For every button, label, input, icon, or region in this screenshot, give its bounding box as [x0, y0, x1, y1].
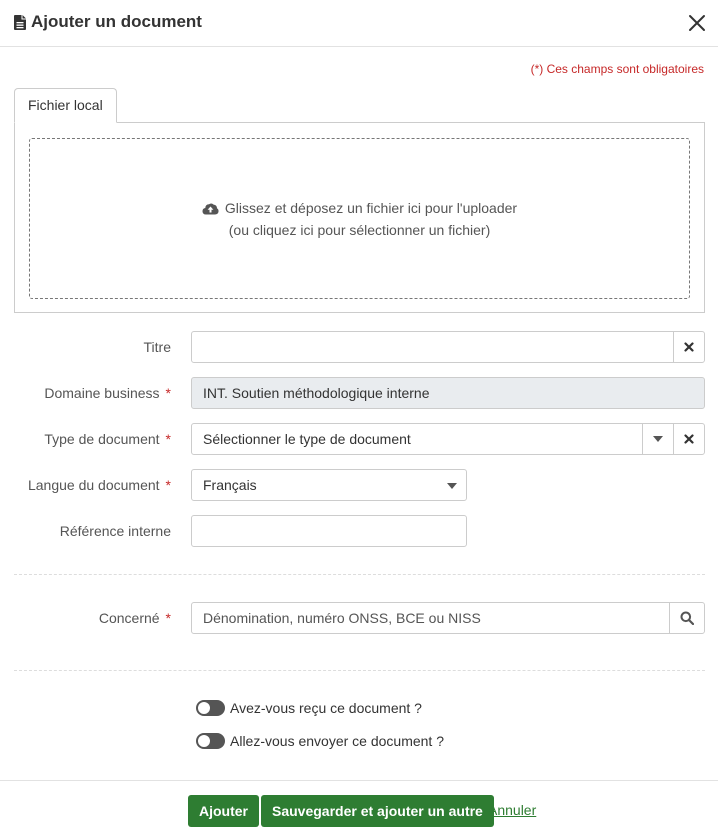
dialog-title-text: Ajouter un document: [31, 12, 202, 31]
toggle-envoyer-switch[interactable]: [196, 733, 225, 749]
titre-input-wrap: [191, 331, 705, 363]
cancel-link[interactable]: Annuler: [488, 802, 537, 818]
toggle-recu-switch[interactable]: [196, 700, 225, 716]
titre-input[interactable]: [192, 332, 704, 362]
cloud-upload-icon: [202, 202, 219, 215]
concerne-search-input[interactable]: [192, 603, 670, 633]
row-reference: [0, 515, 718, 547]
domaine-label: Domaine business *: [44, 385, 171, 401]
section-divider: [14, 574, 705, 575]
required-star: *: [165, 610, 171, 626]
document-icon: [14, 15, 26, 30]
row-type-document: [0, 423, 718, 455]
clear-icon: [684, 342, 694, 352]
caret-down-icon: [653, 436, 663, 442]
dropzone-line1: Glissez et déposez un fichier ici pour l'uploader: [224, 200, 518, 216]
dialog-footer: [0, 780, 718, 840]
row-domaine: [0, 377, 718, 409]
langue-value: Français: [203, 477, 257, 493]
langue-select[interactable]: [191, 469, 467, 501]
reference-input-wrap: [191, 515, 467, 547]
dropzone-line2: (ou cliquez ici pour sélectionner un fichier): [228, 222, 491, 238]
concerne-input-wrap: [191, 602, 705, 634]
required-star: *: [165, 431, 171, 447]
toggle-row-recu: [196, 700, 422, 716]
toggle-envoyer-label: Allez-vous envoyer ce document ?: [230, 733, 444, 749]
type-document-clear-button[interactable]: [673, 424, 704, 454]
add-button[interactable]: Ajouter: [188, 795, 259, 827]
dialog-title: [14, 12, 202, 32]
tab-panel-fichier-local: [14, 122, 705, 313]
concerne-search-button[interactable]: [669, 603, 704, 633]
reference-input[interactable]: [192, 516, 466, 546]
type-document-select[interactable]: [191, 423, 705, 455]
domaine-field: [191, 377, 705, 409]
row-langue: [0, 469, 718, 501]
domaine-value: INT. Soutien méthodologique interne: [203, 385, 430, 401]
save-and-add-another-button[interactable]: Sauvegarder et ajouter un autre: [261, 795, 494, 827]
required-star: *: [165, 477, 171, 493]
reference-label: Référence interne: [59, 523, 171, 539]
search-icon: [680, 611, 694, 625]
row-titre: [0, 331, 718, 363]
close-icon[interactable]: [686, 12, 708, 34]
file-dropzone[interactable]: [29, 138, 690, 299]
type-document-label: Type de document *: [44, 431, 171, 447]
concerne-label: Concerné *: [98, 610, 171, 626]
titre-clear-button[interactable]: [673, 332, 704, 362]
section-divider: [14, 670, 705, 671]
type-document-placeholder: Sélectionner le type de document: [203, 431, 411, 447]
toggle-recu-label: Avez-vous reçu ce document ?: [230, 700, 422, 716]
toggle-row-envoyer: [196, 733, 444, 749]
dialog-header: [0, 0, 718, 47]
row-concerne: [0, 602, 718, 634]
caret-down-icon: [447, 483, 457, 489]
required-star: *: [165, 385, 171, 401]
tab-fichier-local[interactable]: Fichier local: [14, 88, 117, 123]
required-fields-note: (*) Ces champs sont obligatoires: [530, 62, 704, 76]
dropzone-line1-wrap: [30, 200, 689, 216]
type-document-dropdown-button[interactable]: [642, 424, 673, 454]
langue-label: Langue du document *: [27, 477, 171, 493]
clear-icon: [684, 434, 694, 444]
titre-label: Titre: [143, 339, 171, 355]
